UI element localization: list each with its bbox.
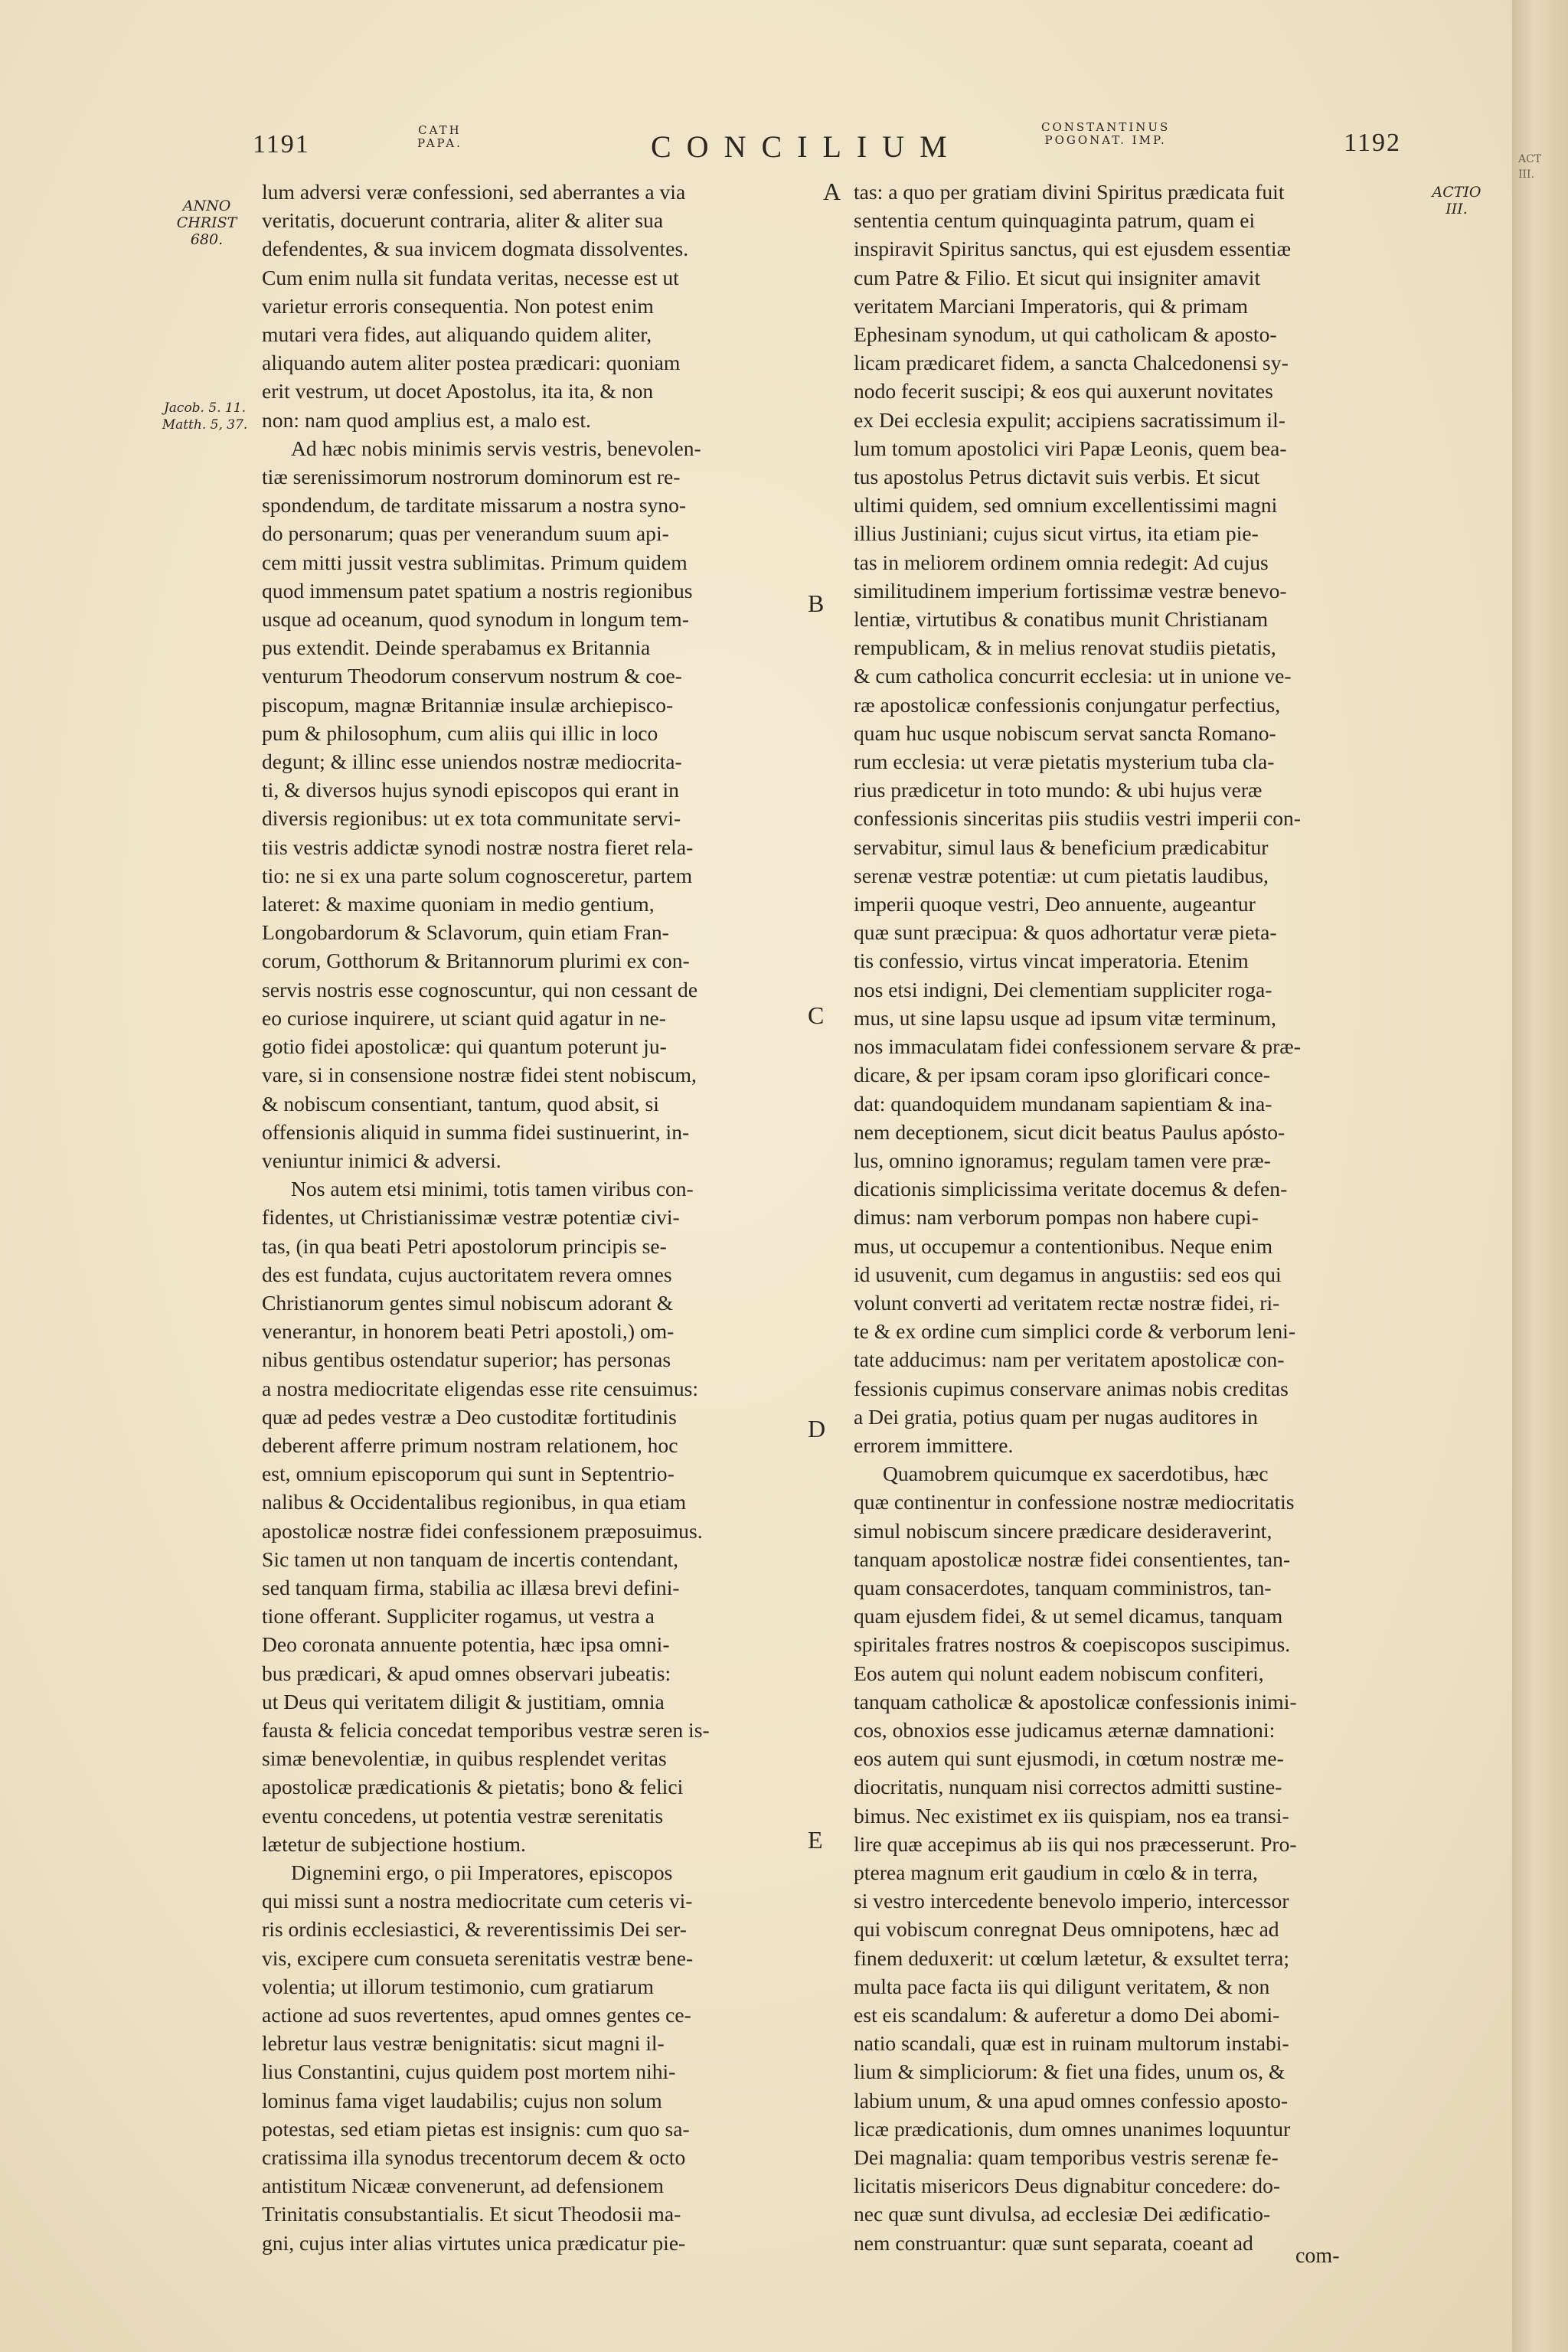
text-line: veniuntur inimici & adversi. (262, 1148, 501, 1172)
section-letter-b: B (808, 590, 825, 617)
text-line: Trinitatis consubstantialis. Et sicut Theodosii ma- (262, 2202, 681, 2226)
text-line: quam consacerdotes, tanquam comministros, tan- (854, 1575, 1272, 1599)
text-line: Nos autem etsi minimi, totis tamen viribus con- (291, 1177, 694, 1201)
text-line: non: nam quod amplius est, a malo est. (262, 407, 591, 432)
text-line: lum adversi veræ confessioni, sed aberrantes a via (262, 180, 686, 204)
text-line: mus, ut sine lapsu usque ad ipsum vitæ terminum, (854, 1005, 1276, 1030)
text-line: varietur erroris consequentia. Non potest enim (262, 293, 654, 318)
text-line: Ad hæc nobis minimis servis vestris, benevolen- (291, 436, 701, 460)
text-line: Longobardorum & Sclavorum, quin etiam Fran- (262, 920, 669, 945)
text-line: rius prædicetur in toto mundo: & ubi hujus veræ (854, 778, 1263, 802)
text-line: natio scandali, quæ est in ruinam multorum instabi- (854, 2031, 1289, 2056)
text-line: lætetur de subjectione hostium. (262, 1831, 526, 1856)
page-header (253, 115, 1401, 176)
text-line: dicare, & per ipsam coram ipso glorificari conce- (854, 1063, 1270, 1087)
text-line: lire quæ accepimus ab iis qui nos præcesserunt. Pro- (854, 1831, 1297, 1856)
text-line: quam huc usque nobiscum servat sancta Romano- (854, 720, 1276, 745)
running-head-right: CONSTANTINUS POGONAT. IMP. (1041, 120, 1171, 147)
text-line: & nobiscum consentiant, tantum, quod absit, si (262, 1091, 659, 1116)
text-line: diversis regionibus: ut ex tota communitate servi- (262, 806, 681, 831)
text-line: ræ apostolicæ confessionis conjungatur perfectius, (854, 692, 1281, 717)
text-line: ti, & diversos hujus synodi episcopos qui erant in (262, 778, 679, 802)
text-line: eo curiose inquirere, ut sciant quid agatur in ne- (262, 1005, 666, 1030)
text-line: venturum Theodorum conservum nostrum & coe- (262, 664, 682, 688)
text-line: eventu concedens, ut potentia vestræ serenitatis (262, 1803, 664, 1828)
margin-anno: ANNO CHRIST 680. (176, 198, 237, 248)
text-line: usque ad oceanum, quod synodum in longum tem- (262, 607, 689, 632)
text-line: confessionis sinceritas piis studiis vestri imperii con- (854, 806, 1301, 831)
text-line: labium unum, & una apud omnes confessio aposto- (854, 2088, 1289, 2112)
text-line: actione ad suos revertentes, apud omnes gentes ce- (262, 2003, 691, 2027)
text-line: qui missi sunt a nostra mediocritate cum ceteris vi- (262, 1889, 693, 1913)
text-line: imperii quoque vestri, Deo annuente, augeantur (854, 892, 1256, 916)
section-letter-c: C (808, 1001, 825, 1029)
section-letter-d: D (808, 1415, 826, 1442)
text-line: Ephesinam synodum, ut qui catholicam & aposto- (854, 322, 1277, 347)
folio-left: 1191 (253, 130, 310, 158)
text-line: nalibus & Occidentalibus regionibus, in qua etiam (262, 1490, 687, 1514)
text-line: piscopum, magnæ Britanniæ insulæ archiepisco- (262, 692, 674, 717)
text-line: & cum catholica concurrit ecclesia: ut in unione ve- (854, 664, 1292, 688)
text-line: fessionis cupimus conservare animas nobis creditas (854, 1376, 1289, 1400)
text-line: est, omnium episcoporum qui sunt in Septentrio- (262, 1462, 675, 1486)
text-line: qui vobiscum conregnat Deus omnipotens, hæc ad (854, 1917, 1279, 1942)
text-line: Deo coronata annuente potentia, hæc ipsa omni- (262, 1632, 670, 1657)
text-line: fausta & felicia concedat temporibus vestræ seren is- (262, 1717, 710, 1742)
folio-right: 1192 (1344, 129, 1401, 157)
text-line: Dei magnalia: quam temporibus vestris serenæ fe- (854, 2145, 1279, 2170)
text-line: Eos autem qui nolunt eadem nobiscum confiteri, (854, 1661, 1264, 1685)
left-column-text (262, 178, 796, 2257)
text-line: nem deceptionem, sicut dicit beatus Paulus apósto- (854, 1119, 1285, 1144)
text-line: quam ejusdem fidei, & ut semel dicamus, tanquam (854, 1604, 1283, 1628)
text-line: dat: quandoquidem mundanam sapientiam & ina- (854, 1091, 1272, 1116)
margin-scripture-refs: Jacob. 5. 11. Matth. 5, 37. (162, 400, 248, 433)
text-line: lateret: & maxime quoniam in medio gentium, (262, 892, 655, 916)
text-line: tio: ne si ex una parte solum cognosceretur, partem (262, 863, 693, 887)
text-line: bimus. Nec existimet ex iis quispiam, nos ea transi- (854, 1803, 1289, 1828)
text-line: tiis vestris addictæ synodi nostræ nostra fieret rela- (262, 835, 694, 859)
text-line: a Dei gratia, potius quam per nugas auditores in (854, 1404, 1258, 1429)
edge-fragment-2: III. (1518, 168, 1535, 181)
text-line: tate adducimus: nam per veritatem apostolicæ con- (854, 1348, 1285, 1372)
text-line: gotio fidei apostolicæ: qui quantum poterunt ju- (262, 1034, 667, 1059)
text-line: veritatis, docuerunt contraria, aliter & aliter sua (262, 208, 664, 233)
text-line: lum tomum apostolici viri Papæ Leonis, quem bea- (854, 436, 1287, 460)
section-letter-a: A (823, 178, 841, 205)
text-line: cum Patre & Filio. Et sicut qui insigniter amavit (854, 265, 1261, 289)
text-line: licitatis misericors Deus dignabitur concedere: do- (854, 2174, 1281, 2198)
text-line: dimus: nam verborum pompas non habere cupi- (854, 1205, 1259, 1230)
text-line: aliquando autem aliter postea prædicari: quoniam (262, 351, 681, 375)
text-line: des est fundata, cujus auctoritatem revera omnes (262, 1262, 672, 1286)
text-line: tus apostolus Petrus dictavit suis verbis. Et sicut (854, 465, 1260, 489)
right-column-text (854, 178, 1388, 2257)
text-line: offensionis aliquid in summa fidei sustinuerint, in- (262, 1119, 690, 1144)
text-line: volentia; ut illorum testimonio, cum gratiarum (262, 1974, 654, 1998)
text-line: pum & philosophum, cum aliis qui illic in loco (262, 720, 658, 745)
text-line: ultimi quidem, sed omnium excellentissimi magni (854, 493, 1278, 518)
text-line: errorem immittere. (854, 1432, 1014, 1457)
text-line: pus extendit. Deinde sperabamus ex Britannia (262, 635, 651, 660)
text-line: gni, cujus inter alias virtutes unica prædicatur pie- (262, 2230, 686, 2255)
text-line: cos, obnoxios esse judicamus æternæ damnationi: (854, 1717, 1276, 1742)
text-line: Quamobrem quicumque ex sacerdotibus, hæc (883, 1462, 1269, 1486)
text-line: lus, omnino ignoramus; regulam tamen vere præ- (854, 1148, 1271, 1172)
text-line: similitudinem imperium fortissimæ vestræ benevo- (854, 578, 1287, 603)
text-line: spiritales fratres nostros & coepiscopos suscipimus. (854, 1632, 1291, 1657)
text-line: tas: a quo per gratiam divini Spiritus prædicata fuit (854, 180, 1285, 204)
text-line: pterea magnum erit gaudium in cœlo & in terra, (854, 1860, 1258, 1884)
text-line: si vestro intercedente benevolo imperio, intercessor (854, 1889, 1289, 1913)
text-line: quæ sunt præcipua: & quos adhortatur veræ pieta- (854, 920, 1277, 945)
text-line: vis, excipere cum consueta serenitatis vestræ bene- (262, 1945, 694, 1970)
text-line: id usuvenit, cum degamus in angustiis: sed eos qui (854, 1262, 1282, 1286)
text-line: erit vestrum, ut docet Apostolus, ita ita, & non (262, 379, 654, 403)
text-line: ris ordinis ecclesiastici, & reverentissimis Dei ser- (262, 1917, 688, 1942)
text-line: te & ex ordine cum simplici corde & verborum leni- (854, 1319, 1296, 1344)
text-line: nos etsi indigni, Dei clementiam suppliciter roga- (854, 977, 1272, 1001)
text-line: antistitum Nicææ convenerunt, ad defensionem (262, 2174, 664, 2198)
text-line: defendentes, & sua invicem dogmata dissolventes. (262, 237, 689, 261)
section-letter-e: E (808, 1826, 823, 1854)
text-line: lentiæ, virtutibus & conatibus munit Christianam (854, 607, 1269, 632)
text-line: apostolicæ prædicationis & pietatis; bono & felici (262, 1775, 684, 1799)
text-line: servabitur, simul laus & beneficium prædicabitur (854, 835, 1269, 859)
text-line: tas in meliorem ordinem omnia redegit: Ad cujus (854, 550, 1269, 574)
text-line: servis nostris esse cognoscuntur, qui non cessant de (262, 977, 698, 1001)
text-line: diocritatis, nunquam nisi correctos admitti sustine- (854, 1775, 1282, 1799)
text-line: ex Dei ecclesia expulit; accipiens sacratissimum il- (854, 407, 1285, 432)
text-line: volunt converti ad veritatem rectæ nostræ fidei, ri- (854, 1290, 1280, 1315)
text-line: lominus fama viget laudabilis; cujus non solum (262, 2088, 662, 2112)
text-line: lebretur laus vestræ benignitatis: sicut magni il- (262, 2031, 665, 2056)
text-line: nem construantur: quæ sunt separata, coeant ad (854, 2230, 1253, 2255)
text-line: nec quæ sunt divulsa, ad ecclesiæ Dei ædificatio- (854, 2202, 1271, 2226)
text-line: bus prædicari, & apud omnes observari jubeatis: (262, 1661, 671, 1685)
text-line: tiæ serenissimorum nostrorum dominorum est re- (262, 465, 681, 489)
text-line: mutari vera fides, aut aliquando quidem aliter, (262, 322, 652, 347)
text-line: Christianorum gentes simul nobiscum adorant & (262, 1290, 674, 1315)
text-line: illius Justiniani; cujus sicut virtus, ita etiam pie- (854, 521, 1259, 546)
text-line: simul nobiscum sincere prædicare desideraverint, (854, 1518, 1272, 1543)
edge-fragment-1: ACT (1518, 153, 1542, 165)
text-line: cratissima illa synodus trecentorum decem & octo (262, 2145, 686, 2170)
text-line: mus, ut occupemur a contentionibus. Neque enim (854, 1233, 1273, 1258)
next-page-edge (1512, 0, 1568, 2352)
text-line: corum, Gotthorum & Britannorum plurimi ex con- (262, 949, 690, 973)
running-head-left: CATH PAPA. (417, 123, 462, 150)
text-line: tione offerant. Suppliciter rogamus, ut vestra a (262, 1604, 655, 1628)
text-line: potestas, sed etiam pietas est insignis: cum quo sa- (262, 2116, 690, 2141)
text-line: finem deduxerit: ut cœlum lætetur, & exsultet terra; (854, 1945, 1290, 1970)
text-line: do personarum; quas per venerandum suum api- (262, 521, 669, 546)
text-line: lium & simpliciorum: & fiet una fides, unum os, & (854, 2060, 1285, 2084)
text-line: nibus gentibus ostendatur superior; has personas (262, 1348, 671, 1372)
text-line: est eis scandalum: & auferetur a domo Dei abomi- (854, 2003, 1280, 2027)
text-line: Sic tamen ut non tanquam de incertis contendant, (262, 1547, 679, 1571)
text-line: spondendum, de tarditate missarum a nostra syno- (262, 493, 687, 518)
text-line: nos immaculatam fidei confessionem servare & præ- (854, 1034, 1301, 1059)
text-line: licam prædicaret fidem, a sancta Chalcedonensi sy- (854, 351, 1289, 375)
text-line: quæ continentur in confessione nostræ mediocritatis (854, 1490, 1295, 1514)
text-line: tis confessio, virtus vincat imperatoria. Etenim (854, 949, 1249, 973)
text-line: venerantur, in honorem beati Petri apostoli,) om- (262, 1319, 675, 1344)
text-line: simæ benevolentiæ, in quibus resplendet veritas (262, 1746, 667, 1771)
text-line: fidentes, ut Christianissimæ vestræ potentiæ civi- (262, 1205, 680, 1230)
text-line: a nostra mediocritate eligendas esse rite censuimus: (262, 1376, 699, 1400)
text-line: apostolicæ nostræ fidei confessionem præposuimus. (262, 1518, 703, 1543)
text-line: quæ ad pedes vestræ a Deo custoditæ fortitudinis (262, 1404, 677, 1429)
text-line: dicationis simplicissima veritate docemus & defen- (854, 1177, 1288, 1201)
margin-actio: ACTIO III. (1432, 184, 1481, 217)
text-line: rempublicam, & in melius renovat studiis pietatis, (854, 635, 1276, 660)
text-line: cem mitti jussit vestra sublimitas. Primum quidem (262, 550, 688, 574)
text-line: serenæ vestræ potentiæ: ut cum pietatis laudibus, (854, 863, 1269, 887)
text-line: inspiravit Spiritus sanctus, qui est ejusdem essentiæ (854, 237, 1291, 261)
text-line: eos autem qui sunt ejusmodi, in cœtum nostræ me- (854, 1746, 1284, 1771)
text-line: sed tanquam firma, stabilia ac illæsa brevi defini- (262, 1575, 680, 1599)
text-line: degunt; & illinc esse uniendos nostræ mediocrita- (262, 750, 682, 774)
text-line: veritatem Marciani Imperatoris, qui & primam (854, 293, 1248, 318)
running-title: CONCILIUM (651, 129, 962, 164)
text-line: vare, si in consensione nostræ fidei stent nobiscum, (262, 1063, 697, 1087)
text-line: licæ prædicationis, dum omnes unanimes loquuntur (854, 2116, 1291, 2141)
text-line: lius Constantini, cujus quidem post mortem nihi- (262, 2060, 676, 2084)
text-line: tanquam catholicæ & apostolicæ confessionis inimi- (854, 1689, 1297, 1713)
catchword: com- (1295, 2244, 1340, 2268)
text-line: Cum enim nulla sit fundata veritas, necesse est ut (262, 265, 679, 289)
text-line: deberent afferre primum nostram relationem, hoc (262, 1432, 678, 1457)
text-line: ut Deus qui veritatem diligit & justitiam, omnia (262, 1689, 665, 1713)
text-line: Dignemini ergo, o pii Imperatores, episcopos (291, 1860, 673, 1884)
text-line: sententia centum quinquaginta patrum, quam ei (854, 208, 1256, 233)
text-line: nodo fecerit suscipi; & eos qui auxerunt novitates (854, 379, 1273, 403)
text-line: tas, (in qua beati Petri apostolorum principis se- (262, 1233, 667, 1258)
text-line: multa pace facta iis qui diligunt veritatem, & non (854, 1974, 1270, 1998)
text-line: rum ecclesia: ut veræ pietatis mysterium tuba cla- (854, 750, 1275, 774)
text-line: tanquam apostolicæ nostræ fidei consentientes, tan- (854, 1547, 1291, 1571)
text-line: quod immensum patet spatium a nostris regionibus (262, 578, 693, 603)
